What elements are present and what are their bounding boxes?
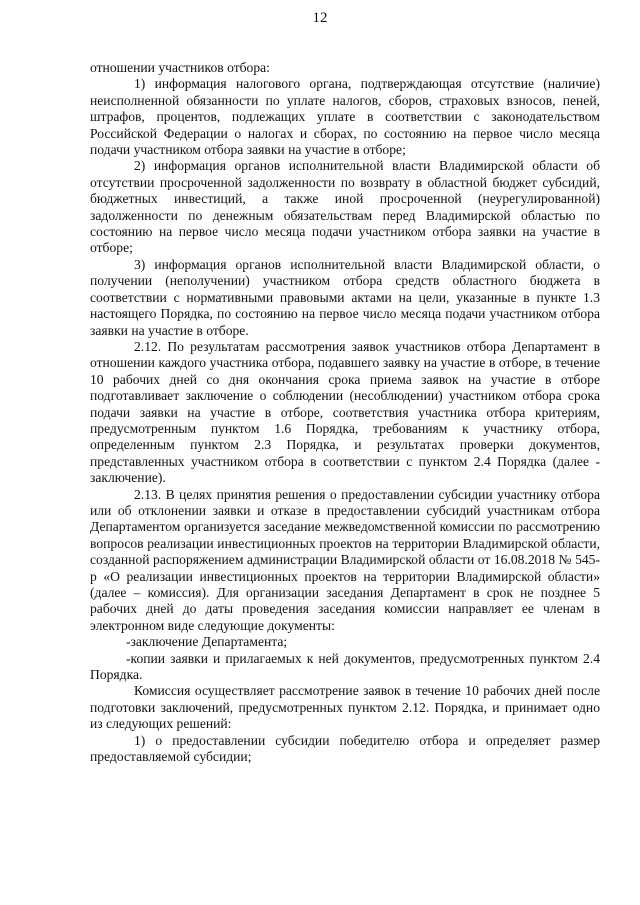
paragraph-lead: отношении участников отбора: [90,60,270,75]
page-number: 12 [312,10,328,26]
list-item-conclusion: -заключение Департамента; [126,634,288,650]
paragraph-item-2: 2) информация органов исполнительной власти Владимирской области об отсутствии просроченной задолженности по возврату в областной бюджет субсидий, бюджетных инвестиций, а также иной просроченной (неурегулированной) задолженности по денежным обязательствам перед Владимирской областью по состоянию на первое число месяца подачи участником отбора заявки на участие в отборе; [90,158,600,256]
paragraph-decision-1: 1) о предоставлении субсидии победителю отбора и определяет размер предоставляемой субсидии; [90,732,600,765]
paragraph-item-1: 1) информация налогового органа, подтверждающая отсутствие (наличие) неисполненной обязанности по уплате налогов, сборов, страховых взносов, пеней, штрафов, процентов, подлежащих уплате в соответствии с законодательством Российской Федерации о налогах и сборах, по состоянию на первое число месяца подачи участником отбора заявки на участие в отборе; [90,76,600,158]
paragraph-commission: Комиссия осуществляет рассмотрение заявок в течение 10 рабочих дней после подготовки заключений, предусмотренных пунктом 2.12. Порядка, и принимает одно из следующих решений: [90,683,600,732]
paragraph-item-3: 3) информация органов исполнительной власти Владимирской области, о получении (неполучении) участником отбора средств областного бюджета в соответствии с нормативными правовыми актами на цели, указанные в пункте 1.3 настоящего Порядка, по состоянию на первое число месяца подачи участником отбора заявки на участие в отборе. [90,256,600,338]
document-body [90,60,600,765]
paragraph-2-12: 2.12. По результатам рассмотрения заявок участников отбора Департамент в отношении каждого участника отбора, подавшего заявку на участие в отборе, в течение 10 рабочих дней со дня окончания срока приема заявок на участие в отборе подготавливает заключение о соблюдении (несоблюдении) участником отбора срока подачи заявки на участие в отборе, соответствия участника отбора критериям, предусмотренным пунктом 1.6 Порядка, требованиям к участнику отбора, определенным пунктом 2.3 Порядка, и результатах проверки документов, представленных участником отбора в соответствии с пунктом 2.4 Порядка (далее - заключение). [90,338,600,486]
paragraph-2-13: 2.13. В целях принятия решения о предоставлении субсидии участнику отбора или об отклонении заявки и отказе в предоставлении субсидий участникам отбора Департаментом организуется заседание межведомственной комиссии по рассмотрению вопросов реализации инвестиционных проектов на территории Владимирской области, созданной распоряжением администрации Владимирской области от 16.08.2018 № 545-р «О реализации инвестиционных проектов на территории Владимирской области» (далее – комиссия). Для организации заседания Департамент в срок не позднее 5 рабочих дней до даты проведения заседания комиссии направляет ее членам в электронном виде следующие документы: [90,486,600,633]
list-item-copies: -копии заявки и прилагаемых к ней документов, предусмотренных пунктом 2.4 Порядка. [90,650,600,683]
